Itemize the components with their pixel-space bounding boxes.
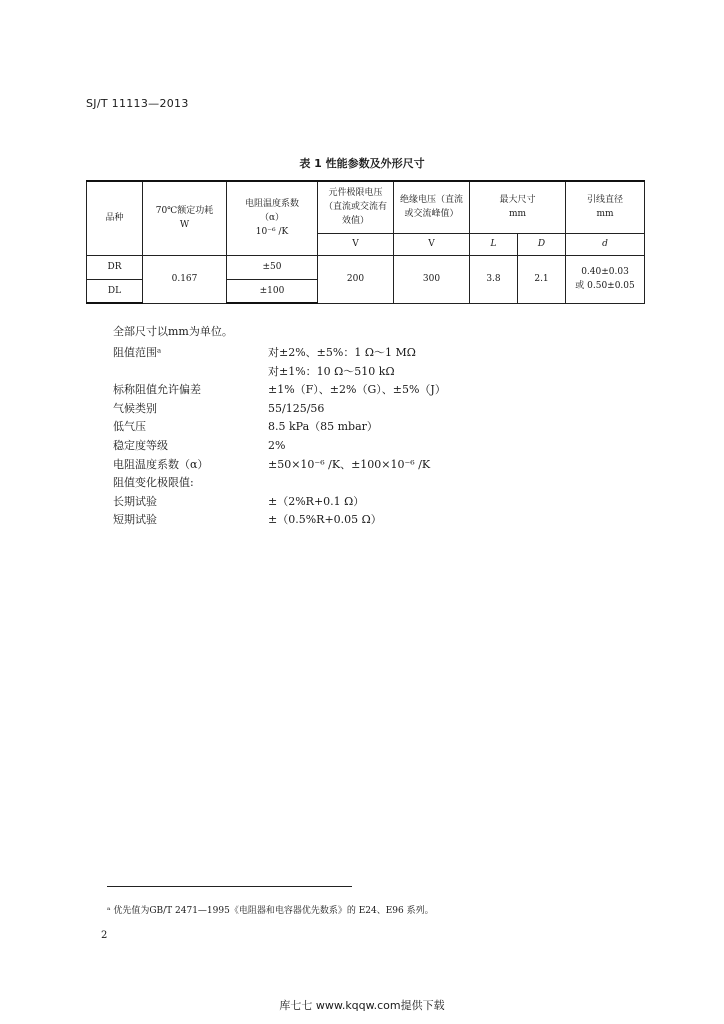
col-L: L (470, 233, 518, 255)
units-note: 全部尺寸以mm为单位。 (113, 325, 233, 338)
param-value: ±50×10⁻⁶ /K、±100×10⁻⁶ /K (268, 457, 431, 471)
max-size-unit: mm (508, 209, 527, 220)
lead-diameter-label: 引线直径 (587, 195, 624, 206)
tcr-cell: ±50 (227, 255, 318, 279)
site-footer: 库七七 www.kqqw.com提供下载 (279, 999, 445, 1012)
tcr-unit: 10⁻⁶ /K (255, 227, 289, 238)
param-row (113, 363, 446, 382)
param-label: 长期试验 (113, 494, 157, 508)
param-value: 对±2%、±5%：1 Ω～1 MΩ (268, 346, 416, 359)
param-label: 阻值变化极限值: (113, 476, 194, 490)
header-rated-power (143, 181, 227, 255)
param-label: 阻值范围ᵃ (113, 346, 162, 359)
variety-cell: DR (87, 255, 143, 279)
param-row (113, 456, 446, 475)
limit-voltage-cell: 200 (318, 255, 394, 303)
page-number: 2 (101, 930, 108, 941)
param-row (113, 344, 446, 363)
param-label: 标称阻值允许偏差 (113, 383, 201, 397)
param-row (113, 381, 446, 400)
standard-code: SJ/T 11113—2013 (86, 97, 189, 110)
header-lead-diameter (566, 181, 645, 233)
param-label: 气候类别 (113, 401, 157, 415)
lead-diameter-unit: mm (596, 209, 614, 220)
table-title: 表 1 性能参数及外形尺寸 (299, 157, 425, 170)
limit-voltage-unit: V (318, 233, 394, 255)
variety-cell: DL (87, 279, 143, 303)
param-value: 55/125/56 (268, 401, 325, 415)
rated-power-label: 70℃额定功耗 (155, 206, 214, 217)
max-size-label: 最大尺寸 (499, 195, 536, 206)
param-label: 电阻温度系数（α） (113, 457, 209, 471)
param-label (113, 363, 268, 382)
footnote: ᵃ 优先值为GB/T 2471—1995《电阻器和电容器优先数系》的 E24、E96 系列。 (107, 906, 434, 916)
param-value: 对±1%：10 Ω～510 kΩ (268, 364, 395, 378)
param-row (113, 418, 446, 437)
header-limit-voltage: 元件极限电压（直流或交流有效值） (318, 181, 394, 233)
performance-table (86, 180, 645, 304)
parameter-list (113, 344, 446, 530)
header-tcr (227, 181, 318, 255)
param-value: ±（2%R+0.1 Ω） (268, 494, 365, 508)
size-D-cell: 2.1 (518, 255, 566, 303)
tcr-alpha: （α） (259, 213, 285, 224)
param-label: 稳定度等级 (113, 438, 168, 452)
param-row (113, 493, 446, 512)
param-row (113, 437, 446, 456)
lead-diameter-value-2: 或 0.50±0.05 (575, 281, 635, 291)
col-d: d (566, 233, 645, 255)
rated-power-cell: 0.167 (143, 255, 227, 303)
param-row (113, 474, 446, 493)
param-value: 8.5 kPa（85 mbar） (268, 420, 378, 434)
size-L-cell: 3.8 (470, 255, 518, 303)
param-label: 短期试验 (113, 513, 157, 527)
param-value: 2% (268, 438, 286, 452)
param-row (113, 511, 446, 530)
col-D: D (518, 233, 566, 255)
param-value: ±（0.5%R+0.05 Ω） (268, 513, 382, 527)
insulation-voltage-unit: V (394, 233, 470, 255)
param-value: ±1%（F）、±2%（G）、±5%（J） (268, 383, 446, 397)
insulation-voltage-cell: 300 (394, 255, 470, 303)
param-row (113, 400, 446, 419)
lead-diameter-value-1: 0.40±0.03 (581, 267, 629, 277)
tcr-label: 电阻温度系数 (244, 199, 299, 210)
header-max-size (470, 181, 566, 233)
header-insulation-voltage: 绝缘电压（直流或交流峰值） (394, 181, 470, 233)
lead-diameter-cell (566, 255, 645, 303)
rated-power-unit: W (179, 220, 190, 231)
param-label: 低气压 (113, 420, 146, 434)
footnote-divider (107, 886, 352, 887)
tcr-cell: ±100 (227, 279, 318, 303)
table-row (87, 255, 645, 279)
header-variety: 品种 (87, 181, 143, 255)
